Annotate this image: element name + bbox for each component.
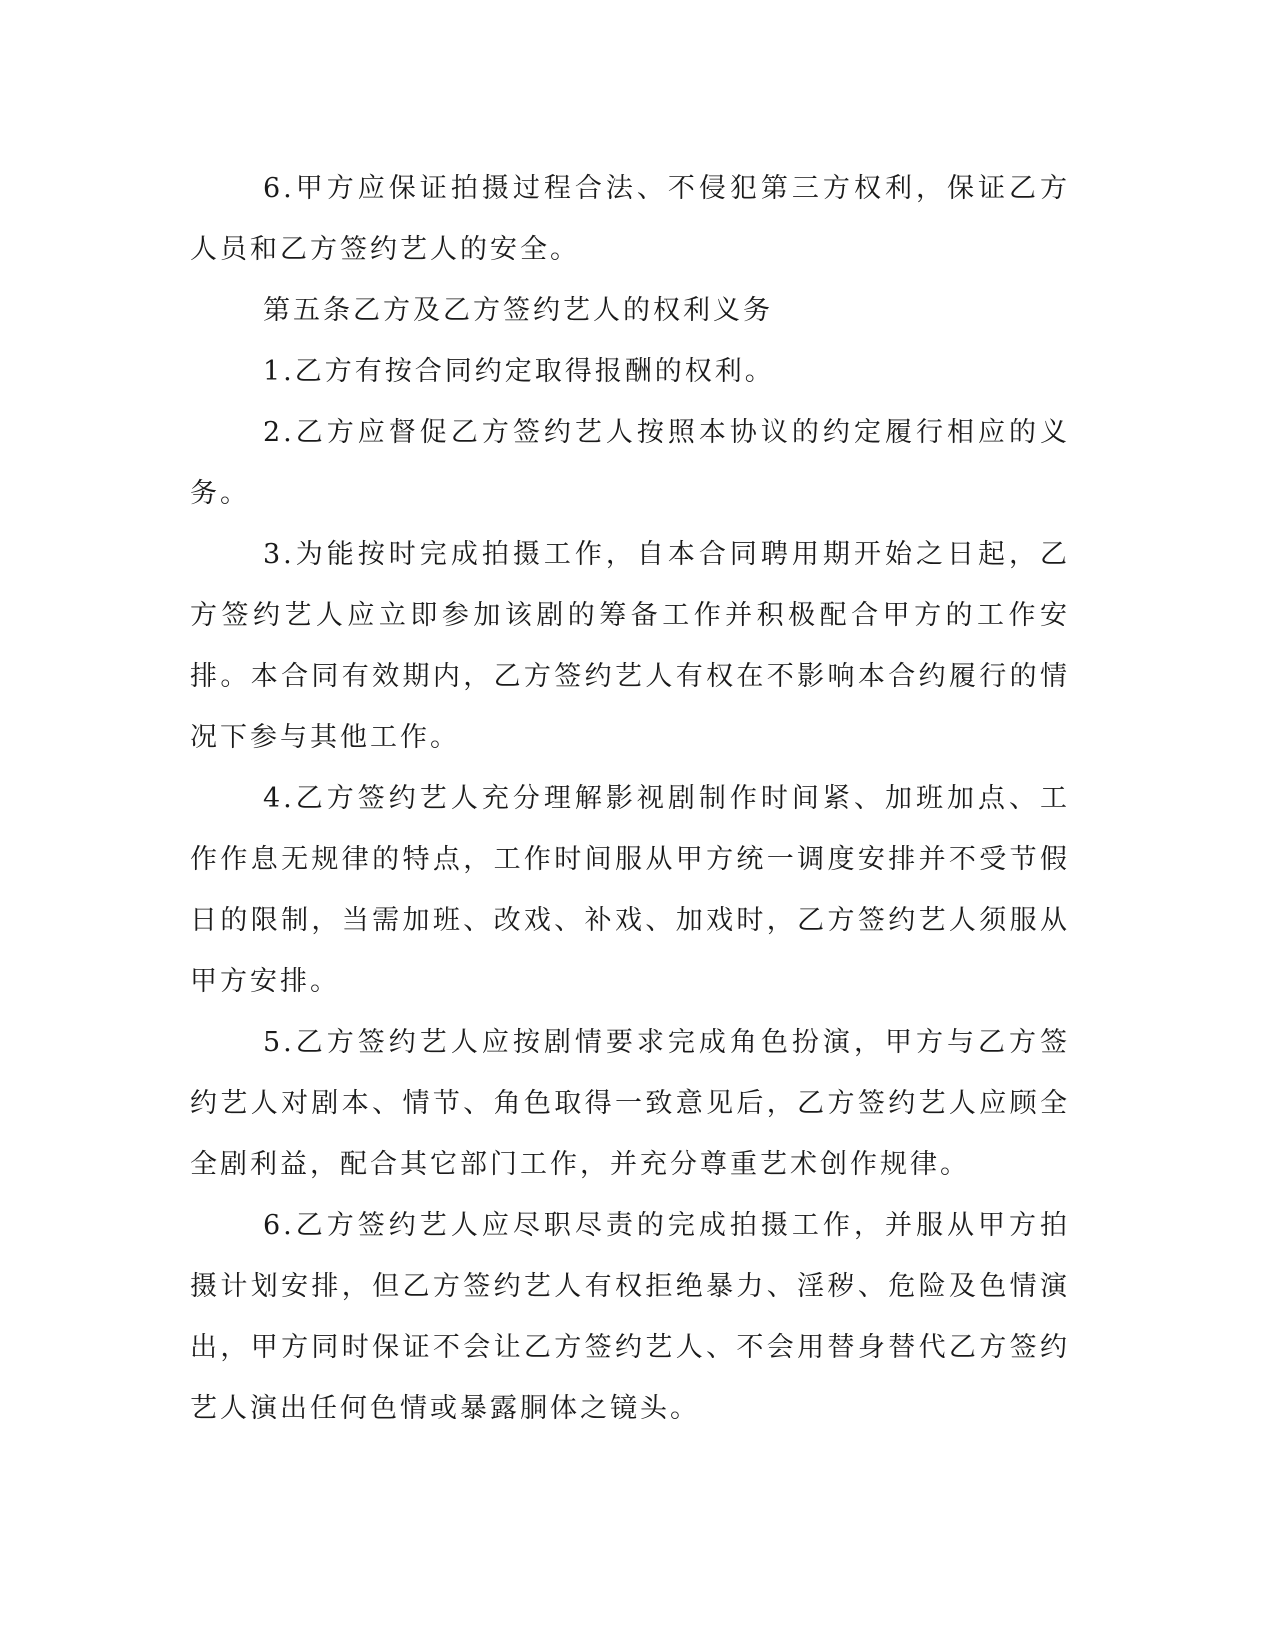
clause-paragraph: 3.为能按时完成拍摄工作，自本合同聘用期开始之日起，乙方签约艺人应立即参加该剧的筹备工作并积极配合甲方的工作安排。本合同有效期内，乙方签约艺人有权在不影响本合约履行的情况下参与其他工作。	[190, 539, 1070, 753]
clause-paragraph: 6.甲方应保证拍摄过程合法、不侵犯第三方权利，保证乙方人员和乙方签约艺人的安全。	[190, 173, 1070, 265]
clause-paragraph: 4.乙方签约艺人充分理解影视剧制作时间紧、加班加点、工作作息无规律的特点，工作时间服从甲方统一调度安排并不受节假日的限制，当需加班、改戏、补戏、加戏时，乙方签约艺人须服从甲方安排。	[190, 783, 1070, 997]
section-heading: 第五条乙方及乙方签约艺人的权利义务	[263, 295, 773, 326]
clause-paragraph: 6.乙方签约艺人应尽职尽责的完成拍摄工作，并服从甲方拍摄计划安排，但乙方签约艺人有权拒绝暴力、淫秽、危险及色情演出，甲方同时保证不会让乙方签约艺人、不会用替身替代乙方签约艺人演出任何色情或暴露胴体之镜头。	[190, 1210, 1070, 1424]
clause-paragraph: 2.乙方应督促乙方签约艺人按照本协议的约定履行相应的义务。	[190, 417, 1070, 509]
clause-paragraph: 1.乙方有按合同约定取得报酬的权利。	[263, 356, 775, 387]
document-body	[190, 158, 1070, 1439]
clause-paragraph: 5.乙方签约艺人应按剧情要求完成角色扮演，甲方与乙方签约艺人对剧本、情节、角色取得一致意见后，乙方签约艺人应顾全全剧利益，配合其它部门工作，并充分尊重艺术创作规律。	[190, 1027, 1070, 1180]
